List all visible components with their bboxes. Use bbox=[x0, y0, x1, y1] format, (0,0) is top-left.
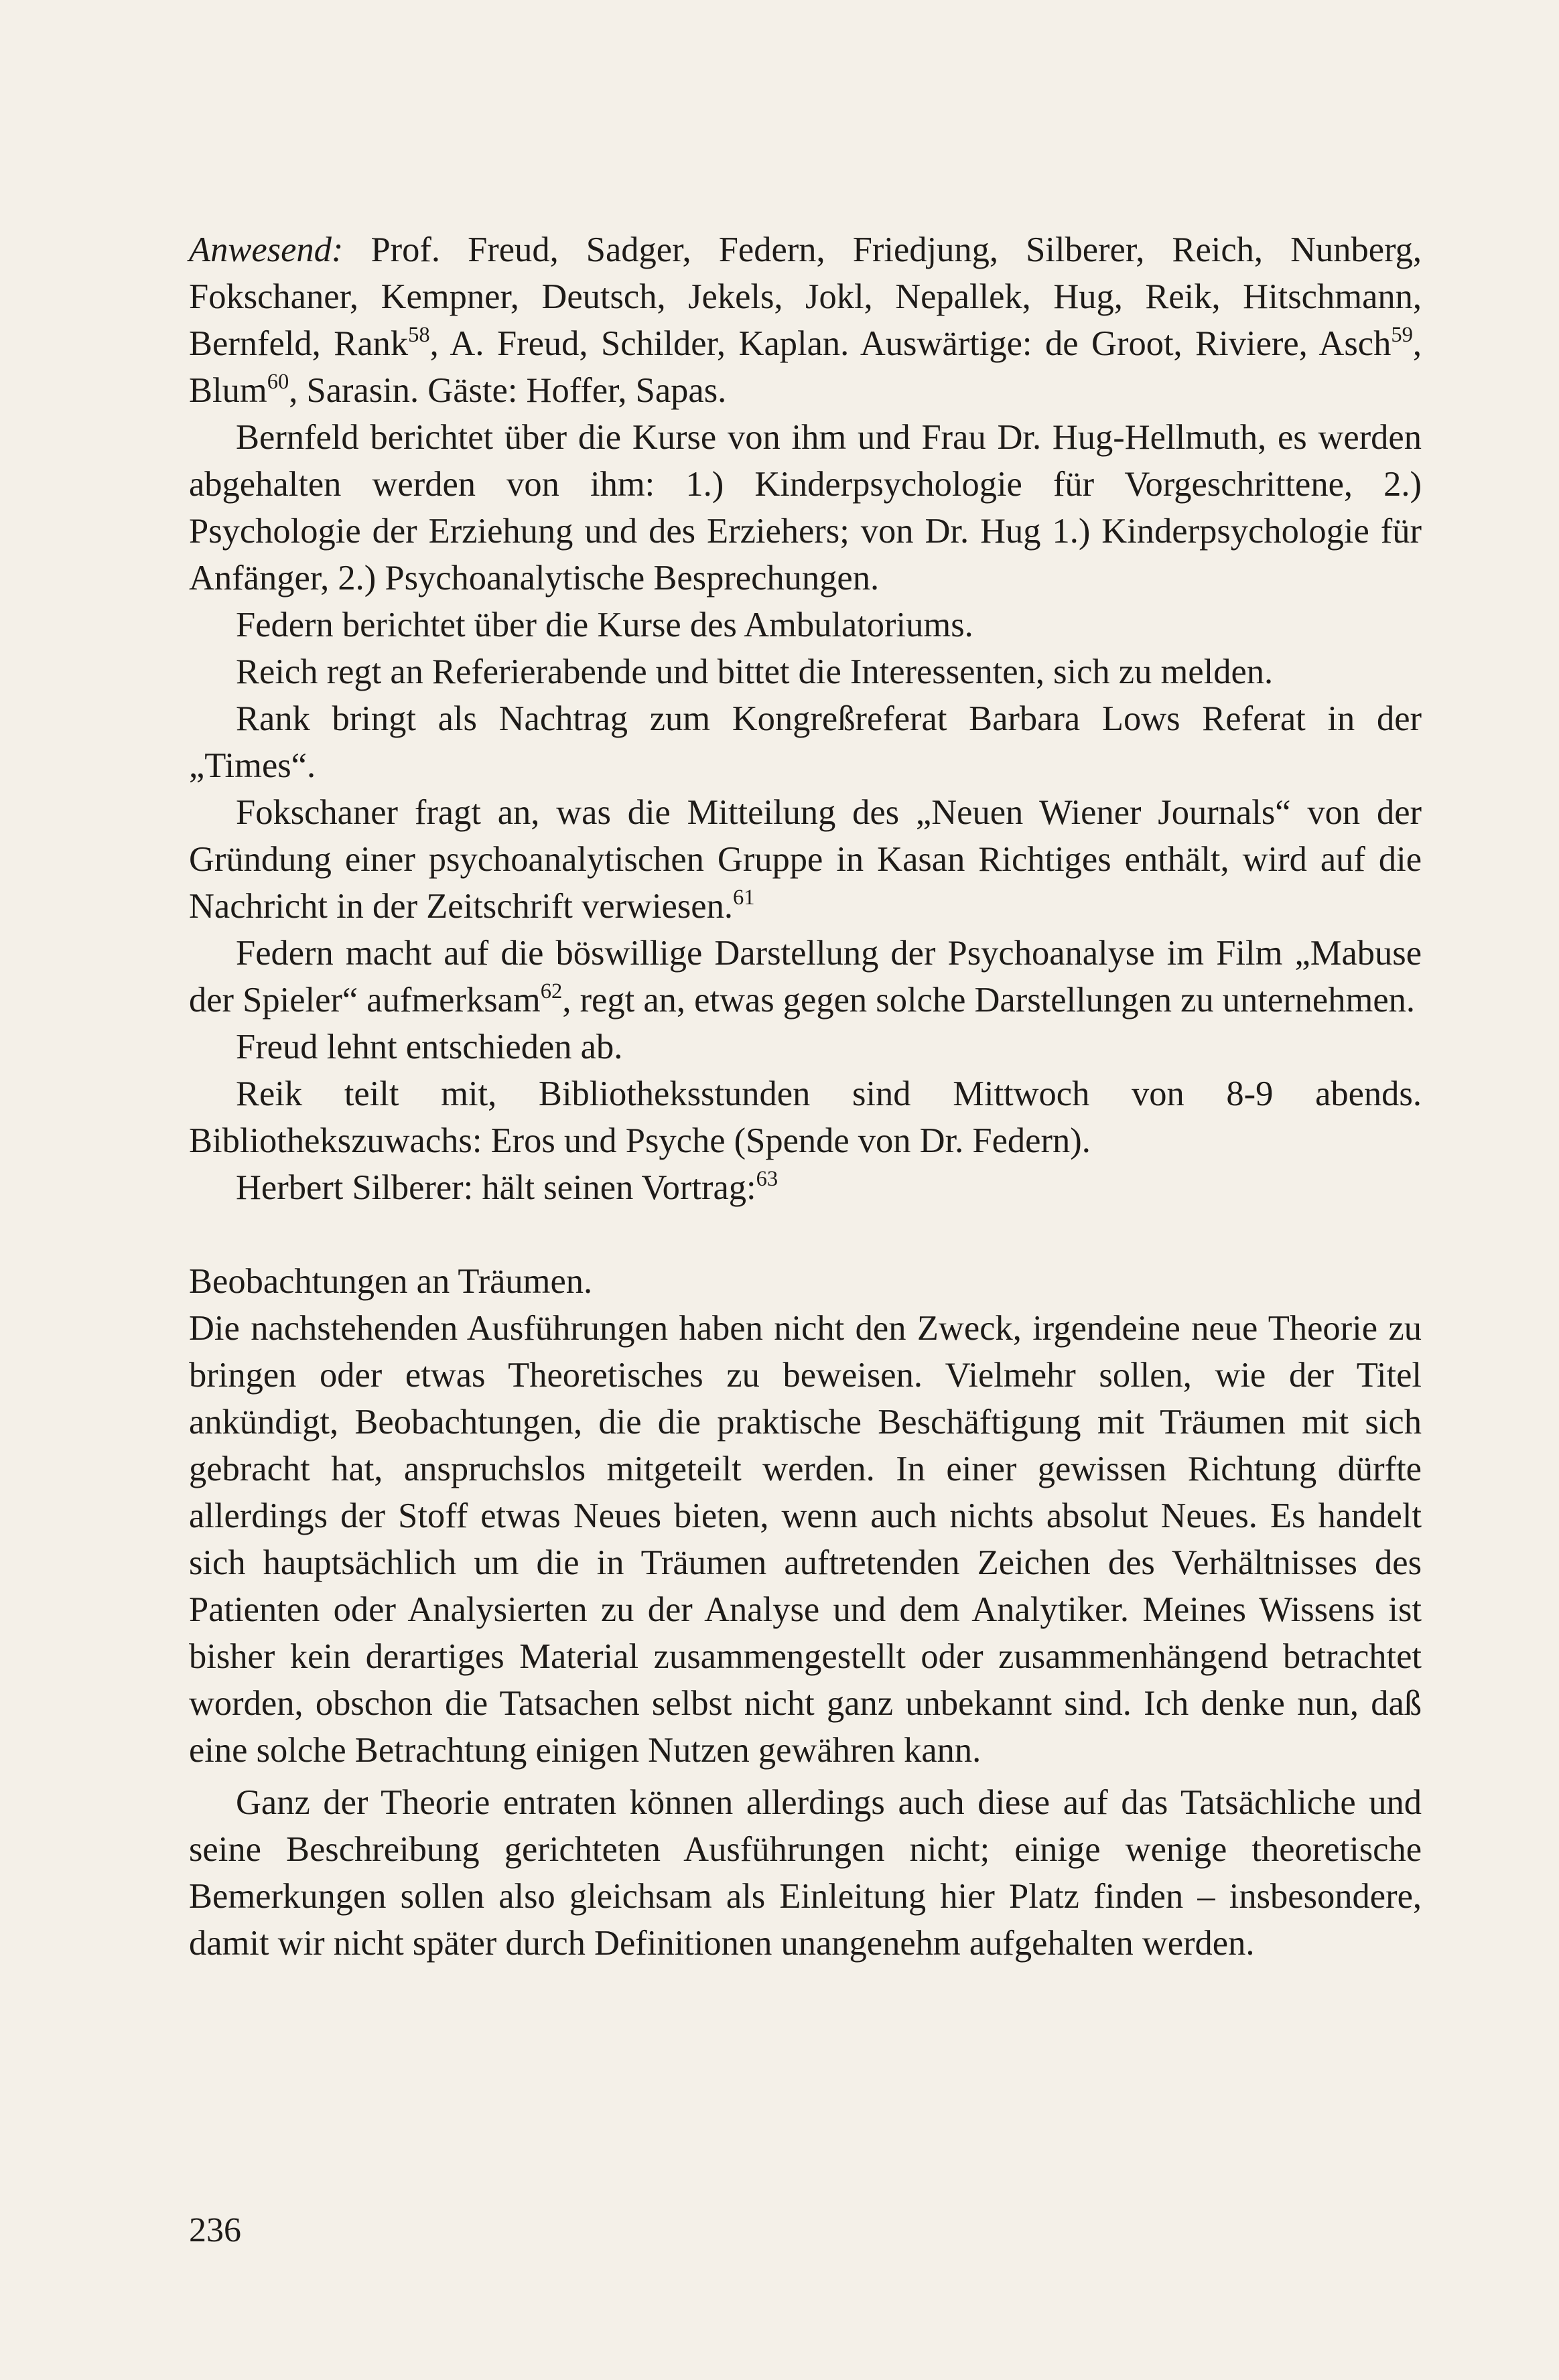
attendance-text: , Sarasin. Gäste: Hoffer, Sapas. bbox=[289, 371, 727, 410]
attendance-label: Anwesend: bbox=[189, 230, 344, 269]
minutes-paragraph: Freud lehnt entschieden ab. bbox=[236, 1028, 623, 1066]
minutes-text: , regt an, etwas gegen solche Darstellungen zu unternehmen. bbox=[562, 981, 1415, 1020]
minutes-paragraph bbox=[189, 1164, 1422, 1211]
footnote-ref-63[interactable]: 63 bbox=[756, 1166, 778, 1191]
lecture-paragraph: Ganz der Theorie entraten können allerdings auch diese auf das Tatsächliche und seine Beschreibung gerichteten Ausführungen nicht; einige wenige theoretische Bemerkungen sollen also gleichsam als Einleitung hier Platz finden – insbesondere, damit wir nicht später durch Definitionen unangenehm aufgehalten werden. bbox=[189, 1783, 1422, 1963]
attendance-text: , Blum bbox=[189, 324, 1422, 410]
minutes-paragraph: Reik teilt mit, Bibliotheksstunden sind Mittwoch von 8-9 abends. Bibliothekszuwachs: Eros und Psyche (Spende von Dr. Federn). bbox=[189, 1074, 1422, 1160]
footnote-ref-58[interactable]: 58 bbox=[408, 322, 430, 347]
lecture-title: Beobachtungen an Träumen. bbox=[189, 1262, 593, 1301]
minutes-paragraph: Federn berichtet über die Kurse des Ambulatoriums. bbox=[236, 606, 973, 644]
minutes-text: Federn macht auf die böswillige Darstellung der Psychoanalyse im Film „Mabuse der Spieler“ aufmerksam bbox=[189, 934, 1422, 1020]
minutes-paragraph bbox=[189, 789, 1422, 930]
footnote-ref-62[interactable]: 62 bbox=[540, 979, 563, 1003]
page-number: 236 bbox=[189, 2211, 241, 2249]
footnote-ref-59[interactable]: 59 bbox=[1391, 322, 1413, 347]
minutes-text: Fokschaner fragt an, was die Mitteilung des „Neuen Wiener Journals“ von der Gründung einer psychoanalytischen Gruppe in Kasan Richtiges enthält, wird auf die Nachricht in der Zeitschrift verwiesen. bbox=[189, 793, 1422, 926]
main-text bbox=[189, 226, 1422, 1967]
attendance-text: , A. Freud, Schilder, Kaplan. Auswärtige: de Groot, Riviere, Asch bbox=[429, 324, 1392, 363]
lecture-paragraph: Die nachstehenden Ausführungen haben nicht den Zweck, irgendeine neue Theorie zu bringen oder etwas Theoretisches zu beweisen. Vielmehr sollen, wie der Titel ankündigt, Beobachtungen, die die praktische Beschäftigung mit Träumen mit sich gebracht hat, anspruchslos mitgeteilt werden. In einer gewissen Richtung dürfte allerdings der Stoff etwas Neues bieten, wenn auch nichts absolut Neues. Es handelt sich hauptsächlich um die in Träumen auftretenden Zeichen des Verhältnisses des Patienten oder Analysierten zu der Analyse und dem Analytiker. Meines Wissens ist bisher kein derartiges Material zusammengestellt oder zusammenhängend betrachtet worden, obschon die Tatsachen selbst nicht ganz unbekannt sind. Ich denke nun, daß eine solche Betrachtung einigen Nutzen gewähren kann. bbox=[189, 1309, 1422, 1770]
section-spacer bbox=[189, 1211, 1422, 1258]
minutes-paragraph: Rank bringt als Nachtrag zum Kongreßreferat Barbara Lows Referat in der „Times“. bbox=[189, 699, 1422, 785]
minutes-paragraph bbox=[189, 930, 1422, 1024]
minutes-paragraph: Reich regt an Referierabende und bittet die Interessenten, sich zu melden. bbox=[236, 652, 1274, 691]
attendance-text: Prof. Freud, Sadger, Federn, Friedjung, Silberer, Reich, Nunberg, Fokschaner, Kempner, Deutsch, Jekels, Jokl, Nepallek, Hug, Reik, Hitschmann, Bernfeld, Rank bbox=[189, 230, 1422, 363]
footnote-ref-60[interactable]: 60 bbox=[267, 369, 289, 394]
footnote-ref-61[interactable]: 61 bbox=[732, 885, 755, 910]
minutes-paragraph: Bernfeld berichtet über die Kurse von ihm und Frau Dr. Hug-Hellmuth, es werden abgehalten werden von ihm: 1.) Kinderpsychologie für Vorgeschrittene, 2.) Psychologie der Erziehung und des Erziehers; von Dr. Hug 1.) Kinderpsychologie für Anfänger, 2.) Psychoanalytische Besprechungen. bbox=[189, 418, 1422, 598]
attendance-paragraph bbox=[189, 226, 1422, 414]
minutes-text: Herbert Silberer: hält seinen Vortrag: bbox=[236, 1168, 756, 1207]
